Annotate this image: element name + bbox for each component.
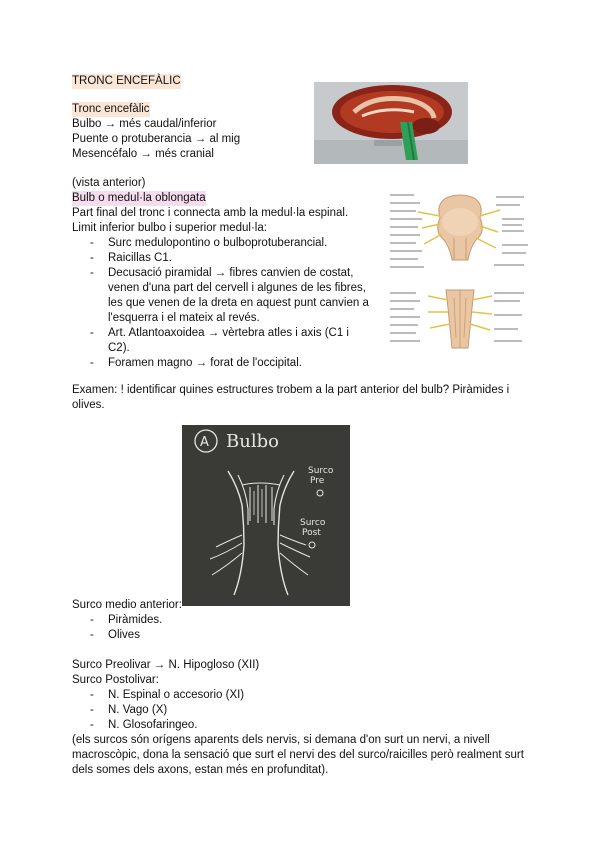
text-line: Part final del tronc i connecta amb la medul·la espinal. xyxy=(72,207,349,219)
text-line: Puente o protuberancia → al mig xyxy=(72,133,241,145)
note-line: dels somes dels axons, estan més en profunditat). xyxy=(72,764,329,776)
brain-sagittal-image xyxy=(314,82,468,164)
blackboard-note: Surco xyxy=(300,518,326,528)
blackboard-note: Pre xyxy=(310,476,325,486)
surco-postolivar-line: Surco Postolivar: xyxy=(72,674,159,686)
section-heading-tronc: Tronc encefàlic xyxy=(72,103,150,115)
note-line: (els surcos són orígens aparents dels nervis, si demana d'on surt un nervi, a nivell xyxy=(72,734,490,746)
page-title: TRONC ENCEFÀLIC xyxy=(72,75,181,87)
view-note: (vista anterior) xyxy=(72,177,146,189)
note-line: macroscòpic, dona la sensació que surt el nervi des del surco/raicilles però realment surt xyxy=(72,749,524,761)
blackboard-letter: A xyxy=(200,435,209,450)
brainstem-anatomy-diagram xyxy=(388,188,532,360)
blackboard-photo xyxy=(182,425,350,606)
exam-question-line: Examen: ! identificar quines estructures trobem a la part anterior del bulb? Piràmides i xyxy=(72,384,510,396)
text-line: Mesencéfalo → més cranial xyxy=(72,148,214,160)
surco-preolivar-line: Surco Preolivar → N. Hipogloso (XII) xyxy=(72,659,260,671)
exam-question-line: olives. xyxy=(72,399,105,411)
blackboard-note: Post xyxy=(302,528,321,538)
section-heading-bulb: Bulb o medul·la oblongata xyxy=(72,192,206,204)
blackboard-note: Surco xyxy=(308,466,334,476)
brainstem-anatomy-illustration xyxy=(388,188,532,360)
blackboard-drawing xyxy=(182,425,350,606)
surco-medio-label: Surco medio anterior: xyxy=(72,599,182,611)
brain-sagittal-illustration xyxy=(314,82,468,164)
text-line: Bulbo → més caudal/inferior xyxy=(72,118,217,130)
blackboard-word: Bulbo xyxy=(226,431,279,452)
text-line: Limit inferior bulbo i superior medul·la: xyxy=(72,222,267,234)
